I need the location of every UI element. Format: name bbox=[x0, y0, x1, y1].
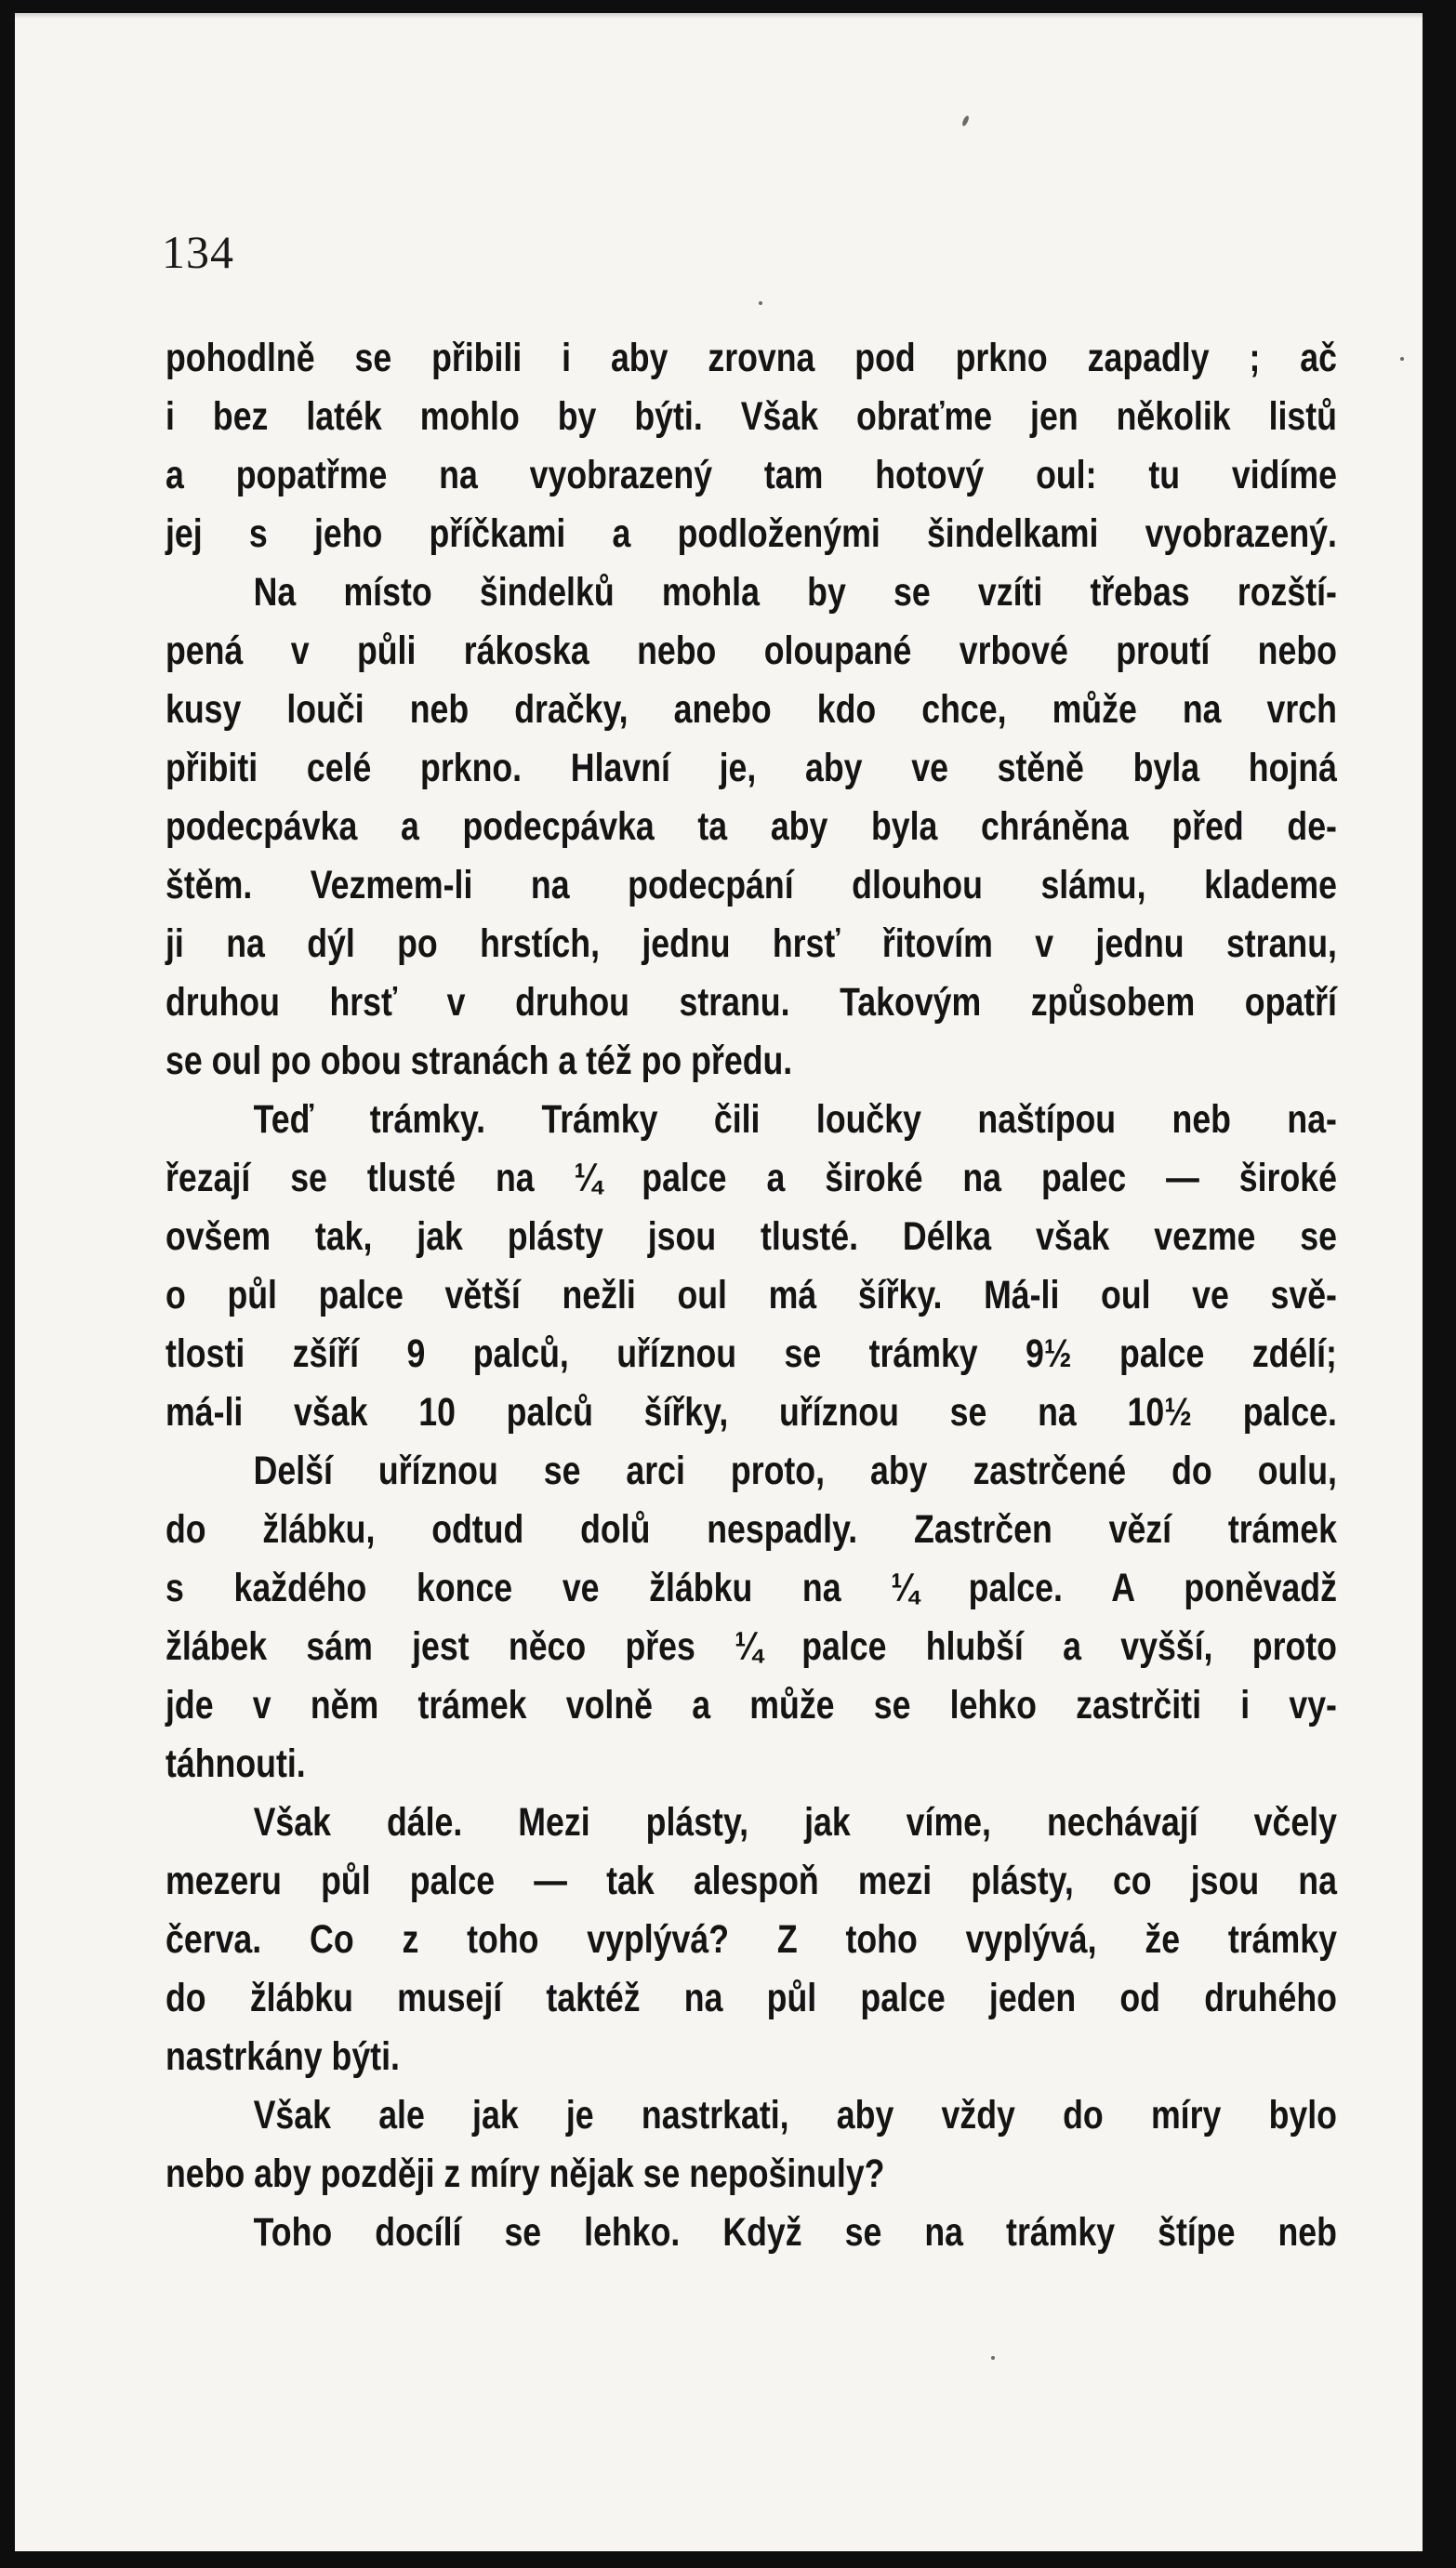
text-line: do žlábku, odtud dolů nespadly. Zastrčen vězí trámek bbox=[165, 1507, 1337, 1552]
text-line: žlábek sám jest něco přes ¼ palce hlubší a vyšší, proto bbox=[165, 1624, 1337, 1669]
paper-speck bbox=[1400, 357, 1404, 361]
text-line: druhou hrsť v druhou stranu. Takovým způsobem opatří bbox=[165, 980, 1337, 1025]
text-line: mezeru půl palce — tak alespoň mezi plásty, co jsou na bbox=[165, 1859, 1337, 1903]
text-line: Na místo šindelků mohla by se vzíti třebas rozští- bbox=[253, 570, 1337, 615]
text-line: tlosti zšíří 9 palců, uříznou se trámky 9½ palce zdélí; bbox=[165, 1331, 1337, 1376]
text-line: táhnouti. bbox=[165, 1741, 306, 1786]
text-line: a popatřme na vyobrazený tam hotový oul: tu vidíme bbox=[165, 453, 1337, 497]
text-line: ovšem tak, jak plásty jsou tlusté. Délka však vezme se bbox=[165, 1214, 1337, 1259]
text-line: jde v něm trámek volně a může se lehko zastrčiti i vy- bbox=[165, 1683, 1337, 1727]
text-line: štěm. Vezmem-li na podecpání dlouhou slámu, klademe bbox=[165, 863, 1337, 907]
book-page bbox=[15, 13, 1423, 2551]
text-line: řezají se tlusté na ¼ palce a široké na palec — široké bbox=[165, 1156, 1337, 1200]
text-line: pená v půli rákoska nebo oloupané vrbové proutí nebo bbox=[165, 629, 1337, 673]
text-line: má-li však 10 palců šířky, uříznou se na 10½ palce. bbox=[165, 1390, 1337, 1435]
text-line: jej s jeho příčkami a podloženými šindelkami vyobrazený. bbox=[165, 511, 1337, 556]
text-line: nastrkány býti. bbox=[165, 2034, 400, 2079]
text-line: kusy louči neb dračky, anebo kdo chce, může na vrch bbox=[165, 687, 1337, 732]
paper-speck bbox=[991, 2356, 995, 2360]
page-number: 134 bbox=[162, 226, 234, 278]
text-line: se oul po obou stranách a též po předu. bbox=[165, 1039, 793, 1083]
text-line: o půl palce větší nežli oul má šířky. Má-li oul ve svě- bbox=[165, 1273, 1337, 1317]
paper-speck bbox=[961, 115, 971, 127]
body-text bbox=[165, 329, 1337, 2262]
text-line: podecpávka a podecpávka ta aby byla chráněna před de- bbox=[165, 804, 1337, 849]
text-line: Teď trámky. Trámky čili loučky naštípou neb na- bbox=[253, 1097, 1337, 1142]
text-line: Toho docílí se lehko. Když se na trámky štípe neb bbox=[253, 2210, 1337, 2255]
text-line: pohodlně se přibili i aby zrovna pod prkno zapadly ; ač bbox=[165, 336, 1337, 380]
paper-speck bbox=[759, 301, 762, 305]
text-line: i bez laték mohlo by býti. Však obraťme jen několik listů bbox=[165, 394, 1337, 439]
page-edge bbox=[15, 13, 1423, 19]
text-line: přibiti celé prkno. Hlavní je, aby ve stěně byla hojná bbox=[165, 746, 1337, 790]
text-line: Však ale jak je nastrkati, aby vždy do míry bylo bbox=[253, 2093, 1337, 2138]
text-line: Však dále. Mezi plásty, jak víme, nechávají včely bbox=[253, 1800, 1337, 1845]
text-line: do žlábku musejí taktéž na půl palce jeden od druhého bbox=[165, 1976, 1337, 2020]
text-line: s každého konce ve žlábku na ¼ palce. A poněvadž bbox=[165, 1566, 1337, 1610]
text-line: Delší uříznou se arci proto, aby zastrčené do oulu, bbox=[253, 1449, 1337, 1493]
text-line: červa. Co z toho vyplývá? Z toho vyplývá, že trámky bbox=[165, 1917, 1337, 1962]
text-line: nebo aby později z míry nějak se nepošinuly? bbox=[165, 2151, 885, 2196]
text-line: ji na dýl po hrstích, jednu hrsť řitovím v jednu stranu, bbox=[165, 921, 1337, 966]
